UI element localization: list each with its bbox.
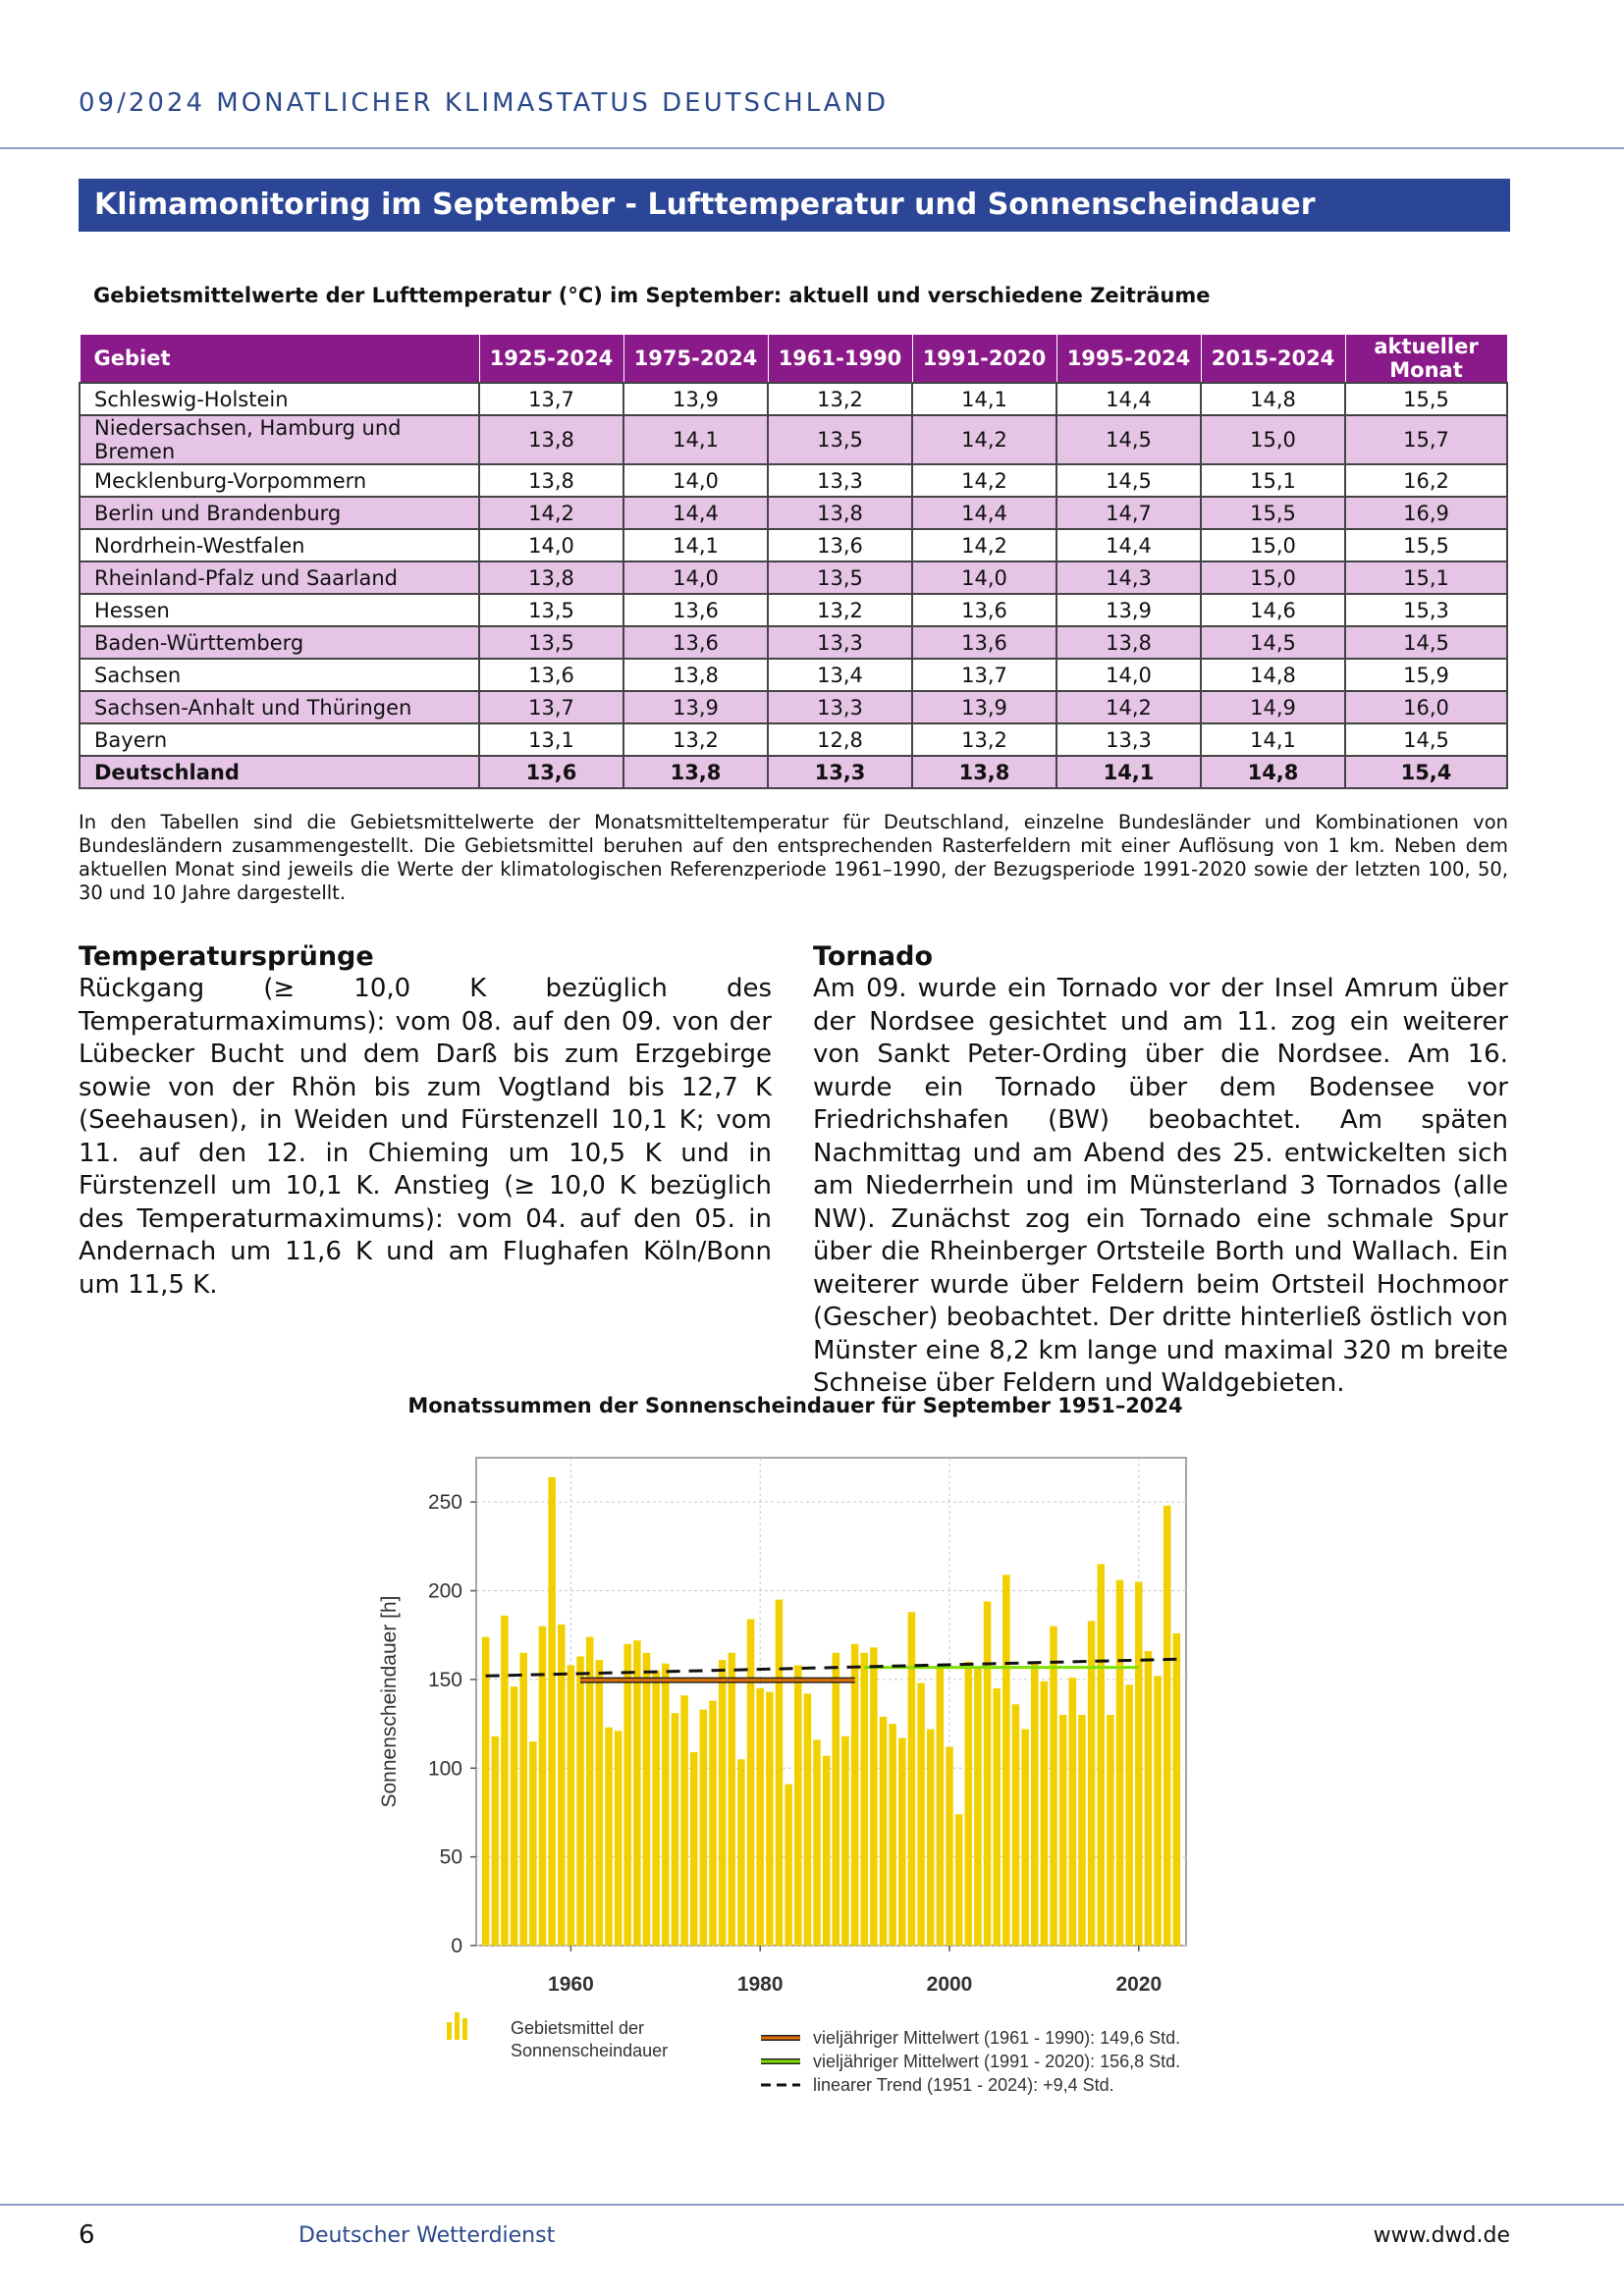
bar (729, 1653, 736, 1946)
value-cell: 14,5 (1201, 626, 1345, 659)
column-header: aktueller Monat (1345, 335, 1507, 384)
value-cell: 13,9 (623, 691, 768, 723)
table-body (80, 383, 1507, 788)
bar (993, 1688, 1001, 1946)
section-text: Am 09. wurde ein Tornado vor der Insel Amrum über der Nordsee gesichtet und am 11. zog ein weiterer von Sankt Peter-Ording über die Nordsee. Am 16. wurde ein Tornado über dem Bodensee vor Friedrichshafen (BW) beobachtet. Am späten Nachmittag und am Abend des 25. entwickelten sich am Niederrhein und im Münsterland 3 Tornados (alle NW). Zunächst zog ein Tornado eine schmale Spur über die Rheinberger Ortsteile Borth und Wallach. Ein weiterer wurde über Feldern beim Ortsteil Hochmoor (Gescher) beobachtet. Der dritte hinterließ östlich von Münster eine 8,2 km lange und maximal 320 m breite Schneise über Feldern und Waldgebieten. (813, 974, 1508, 1398)
bar (766, 1692, 774, 1946)
value-cell: 14,0 (479, 529, 623, 561)
y-tick-label: 200 (427, 1579, 462, 1603)
value-cell: 16,9 (1345, 497, 1507, 529)
value-cell: 13,9 (623, 383, 768, 415)
region-cell: Deutschland (80, 756, 479, 788)
value-cell: 14,3 (1056, 561, 1201, 594)
value-cell: 14,1 (1056, 756, 1201, 788)
bar (719, 1660, 727, 1946)
bar (1107, 1715, 1114, 1946)
value-cell: 14,5 (1345, 723, 1507, 756)
bar (1173, 1633, 1181, 1946)
value-cell: 13,7 (912, 659, 1056, 691)
column-header: 1995-2024 (1056, 335, 1201, 384)
bar (833, 1653, 840, 1946)
column-header: 1961-1990 (768, 335, 912, 384)
bar (851, 1644, 859, 1946)
legend-label: vieljähriger Mittelwert (1961 - 1990): 149,6 Std. (813, 2028, 1181, 2048)
value-cell: 15,9 (1345, 659, 1507, 691)
value-cell: 15,4 (1345, 756, 1507, 788)
bar (785, 1785, 792, 1946)
tornado-section (813, 940, 1508, 1401)
footer-link[interactable]: www.dwd.de (1373, 2223, 1510, 2248)
bar (511, 1686, 518, 1946)
bar (776, 1600, 784, 1946)
legend-label: vieljähriger Mittelwert (1991 - 2020): 156,8 Std. (813, 2052, 1181, 2071)
bar (974, 1667, 982, 1946)
value-cell: 13,6 (623, 626, 768, 659)
value-cell: 13,8 (623, 756, 768, 788)
bar (690, 1752, 698, 1946)
value-cell: 14,1 (623, 529, 768, 561)
value-cell: 12,8 (768, 723, 912, 756)
bar (946, 1747, 953, 1946)
value-cell: 14,4 (1056, 383, 1201, 415)
table-row (80, 594, 1507, 626)
bar (1154, 1676, 1162, 1946)
value-cell: 16,2 (1345, 464, 1507, 497)
value-cell: 14,4 (912, 497, 1056, 529)
chart-title: Monatssummen der Sonnenscheindauer für September 1951–2024 (407, 1394, 1183, 1417)
value-cell: 15,0 (1201, 561, 1345, 594)
legend-bar-icon (455, 2012, 460, 2040)
x-tick-label: 1960 (548, 1973, 594, 1996)
bar (1135, 1582, 1143, 1946)
column-header: 1975-2024 (623, 335, 768, 384)
bar (482, 1637, 490, 1946)
value-cell: 14,5 (1056, 415, 1201, 464)
value-cell: 13,1 (479, 723, 623, 756)
section-heading: Temperatursprünge (79, 941, 374, 972)
bar (662, 1664, 670, 1946)
bar (794, 1665, 802, 1946)
table-title: Gebietsmittelwerte der Lufttemperatur (°C) im September: aktuell und verschiedene Zeiträume (93, 284, 1211, 307)
y-tick-label: 0 (451, 1935, 462, 1957)
value-cell: 13,7 (479, 691, 623, 723)
bar (1069, 1678, 1077, 1946)
report-header: 09/2024 MONATLICHER KLIMASTATUS DEUTSCHLAND (79, 88, 890, 118)
bar (965, 1662, 973, 1946)
bar (1145, 1651, 1153, 1946)
y-tick-label: 250 (427, 1491, 462, 1515)
bar (927, 1730, 935, 1946)
value-cell: 14,2 (912, 529, 1056, 561)
column-header: 1991-2020 (912, 335, 1056, 384)
value-cell: 14,4 (623, 497, 768, 529)
value-cell: 14,6 (1201, 594, 1345, 626)
bar (519, 1653, 527, 1946)
table-row (80, 626, 1507, 659)
table-row (80, 561, 1507, 594)
table-row (80, 383, 1507, 415)
bar (747, 1619, 755, 1946)
value-cell: 14,2 (1056, 691, 1201, 723)
value-cell: 13,2 (768, 383, 912, 415)
section-text: Rückgang (≥ 10,0 K bezüglich des Temperaturmaximums): vom 08. auf den 09. von der Lübecker Bucht und dem Darß bis zum Erzgebirge sowie von der Rhön bis zum Vogtland bis 12,7 K (Seehausen), in Weiden und Fürstenzell 10,1 K; vom 11. auf den 12. in Chieming um 10,5 K und in Fürstenzell um 10,1 K. Anstieg (≥ 10,0 K bezüglich des Temperaturmaximums): vom 04. auf den 05. in Andernach um 11,6 K und am Flughafen Köln/Bonn um 11,5 K. (79, 974, 772, 1300)
value-cell: 16,0 (1345, 691, 1507, 723)
bar (823, 1756, 831, 1946)
value-cell: 14,8 (1201, 756, 1345, 788)
bar (529, 1741, 537, 1946)
bar (633, 1640, 641, 1946)
value-cell: 13,5 (479, 594, 623, 626)
value-cell: 15,1 (1345, 561, 1507, 594)
value-cell: 13,8 (768, 497, 912, 529)
y-tick-label: 100 (427, 1757, 462, 1781)
legend-bar-icon (462, 2018, 467, 2040)
legend-bar-icon (447, 2022, 452, 2040)
footer-organization: Deutscher Wetterdienst (298, 2223, 556, 2248)
bar (1031, 1662, 1039, 1946)
region-cell: Schleswig-Holstein (80, 383, 479, 415)
value-cell: 13,2 (912, 723, 1056, 756)
value-cell: 14,2 (479, 497, 623, 529)
value-cell: 14,1 (1201, 723, 1345, 756)
bar (1164, 1506, 1171, 1946)
table-row (80, 756, 1507, 788)
value-cell: 15,7 (1345, 415, 1507, 464)
value-cell: 13,3 (768, 756, 912, 788)
bar (889, 1724, 896, 1946)
legend-bar-label: Gebietsmittel der (511, 2018, 645, 2038)
region-cell: Niedersachsen, Hamburg und Bremen (80, 415, 479, 464)
bar (898, 1738, 906, 1946)
table-header-row (80, 335, 1507, 384)
bar (492, 1736, 500, 1946)
bar (709, 1701, 717, 1946)
y-tick-label: 50 (439, 1845, 462, 1869)
bar (1041, 1682, 1049, 1946)
value-cell: 13,6 (623, 594, 768, 626)
table-row (80, 497, 1507, 529)
value-cell: 13,3 (768, 464, 912, 497)
bar (955, 1814, 963, 1946)
section-banner: Klimamonitoring im September - Lufttemperatur und Sonnenscheindauer (79, 179, 1510, 232)
value-cell: 14,8 (1201, 383, 1345, 415)
bar (576, 1656, 584, 1946)
column-header: 1925-2024 (479, 335, 623, 384)
table-row (80, 415, 1507, 464)
bar (813, 1739, 821, 1946)
value-cell: 13,7 (479, 383, 623, 415)
table-row (80, 529, 1507, 561)
value-cell: 15,3 (1345, 594, 1507, 626)
value-cell: 14,0 (1056, 659, 1201, 691)
bar (737, 1759, 745, 1946)
bar (1078, 1715, 1086, 1946)
region-cell: Sachsen-Anhalt und Thüringen (80, 691, 479, 723)
bar (880, 1717, 888, 1946)
table-row (80, 659, 1507, 691)
bar (870, 1647, 878, 1946)
x-tick-label: 2020 (1115, 1973, 1163, 1996)
bar (568, 1665, 575, 1946)
value-cell: 13,8 (479, 464, 623, 497)
value-cell: 14,0 (623, 561, 768, 594)
table-row (80, 723, 1507, 756)
bar (860, 1653, 868, 1946)
bar (548, 1477, 556, 1946)
bar (623, 1644, 631, 1946)
bar (605, 1728, 613, 1946)
value-cell: 13,3 (768, 626, 912, 659)
region-cell: Hessen (80, 594, 479, 626)
bar (643, 1653, 651, 1946)
sunshine-chart (363, 1443, 1227, 2130)
temperature-jumps-section (79, 940, 772, 1302)
bar (501, 1616, 509, 1946)
value-cell: 14,1 (623, 415, 768, 464)
value-cell: 13,5 (768, 415, 912, 464)
bar (756, 1688, 764, 1946)
value-cell: 14,0 (623, 464, 768, 497)
region-cell: Rheinland-Pfalz und Saarland (80, 561, 479, 594)
value-cell: 14,2 (912, 464, 1056, 497)
value-cell: 13,4 (768, 659, 912, 691)
value-cell: 15,0 (1201, 529, 1345, 561)
table-note: In den Tabellen sind die Gebietsmittelwerte der Monatsmitteltemperatur für Deutschland, einzelne Bundesländer und Kombinationen von Bundesländern zusammengestellt. Die Gebietsmittel beruhen auf den entsprechenden Rasterfeldern mit einer Auflösung von 1 km. Neben dem aktuellen Monat sind jeweils die Werte der klimatologischen Referenzperiode 1961–1990, der Bezugsperiode 1991-2020 sowie der letzten 100, 50, 30 und 10 Jahre dargestellt. (79, 811, 1508, 904)
value-cell: 13,8 (479, 561, 623, 594)
value-cell: 13,6 (479, 756, 623, 788)
value-cell: 14,0 (912, 561, 1056, 594)
value-cell: 13,6 (768, 529, 912, 561)
region-cell: Berlin und Brandenburg (80, 497, 479, 529)
value-cell: 13,5 (479, 626, 623, 659)
bar (984, 1601, 992, 1946)
value-cell: 13,2 (623, 723, 768, 756)
value-cell: 14,9 (1201, 691, 1345, 723)
region-cell: Nordrhein-Westfalen (80, 529, 479, 561)
value-cell: 15,1 (1201, 464, 1345, 497)
value-cell: 13,3 (1056, 723, 1201, 756)
column-header: 2015-2024 (1201, 335, 1345, 384)
x-tick-label: 1980 (736, 1973, 784, 1996)
value-cell: 15,5 (1345, 383, 1507, 415)
bar (672, 1713, 679, 1946)
bar (1059, 1715, 1067, 1946)
footer-divider (0, 2204, 1624, 2206)
column-header: Gebiet (80, 335, 479, 384)
bar (804, 1693, 812, 1946)
bar (908, 1612, 916, 1946)
value-cell: 15,5 (1345, 529, 1507, 561)
region-cell: Bayern (80, 723, 479, 756)
value-cell: 13,8 (623, 659, 768, 691)
bar (586, 1637, 594, 1946)
value-cell: 14,2 (912, 415, 1056, 464)
section-heading: Tornado (813, 941, 934, 972)
legend-bar-label: Sonnenscheindauer (511, 2041, 669, 2060)
bar (917, 1683, 925, 1946)
bar (652, 1671, 660, 1946)
y-tick-label: 150 (427, 1668, 462, 1691)
bar (1116, 1580, 1124, 1946)
value-cell: 13,9 (1056, 594, 1201, 626)
page-number: 6 (79, 2220, 95, 2250)
legend-label: linearer Trend (1951 - 2024): +9,4 Std. (813, 2075, 1114, 2095)
bar (680, 1695, 688, 1946)
value-cell: 14,8 (1201, 659, 1345, 691)
table-row (80, 464, 1507, 497)
region-cell: Mecklenburg-Vorpommern (80, 464, 479, 497)
bar (1050, 1627, 1057, 1946)
value-cell: 13,8 (479, 415, 623, 464)
header-divider (0, 147, 1624, 149)
bar (841, 1736, 849, 1946)
bar (1125, 1684, 1133, 1946)
bar (596, 1660, 604, 1946)
value-cell: 13,5 (768, 561, 912, 594)
value-cell: 15,5 (1201, 497, 1345, 529)
value-cell: 13,6 (912, 594, 1056, 626)
value-cell: 14,4 (1056, 529, 1201, 561)
bar (1021, 1730, 1029, 1946)
value-cell: 14,5 (1345, 626, 1507, 659)
y-axis-label: Sonnenscheindauer [h] (378, 1595, 401, 1808)
value-cell: 13,3 (768, 691, 912, 723)
value-cell: 14,7 (1056, 497, 1201, 529)
value-cell: 14,1 (912, 383, 1056, 415)
value-cell: 13,6 (479, 659, 623, 691)
bar (700, 1710, 708, 1946)
value-cell: 13,6 (912, 626, 1056, 659)
bar (937, 1669, 945, 1946)
bar (1012, 1704, 1020, 1946)
value-cell: 13,8 (912, 756, 1056, 788)
bar (1088, 1621, 1096, 1946)
region-cell: Baden-Württemberg (80, 626, 479, 659)
region-cell: Sachsen (80, 659, 479, 691)
bar (615, 1731, 623, 1946)
value-cell: 15,0 (1201, 415, 1345, 464)
value-cell: 13,2 (768, 594, 912, 626)
temperature-table (79, 334, 1508, 789)
value-cell: 13,8 (1056, 626, 1201, 659)
value-cell: 14,5 (1056, 464, 1201, 497)
table-row (80, 691, 1507, 723)
x-tick-label: 2000 (926, 1973, 973, 1996)
value-cell: 13,9 (912, 691, 1056, 723)
bar (1002, 1575, 1010, 1946)
bar (1097, 1564, 1105, 1946)
